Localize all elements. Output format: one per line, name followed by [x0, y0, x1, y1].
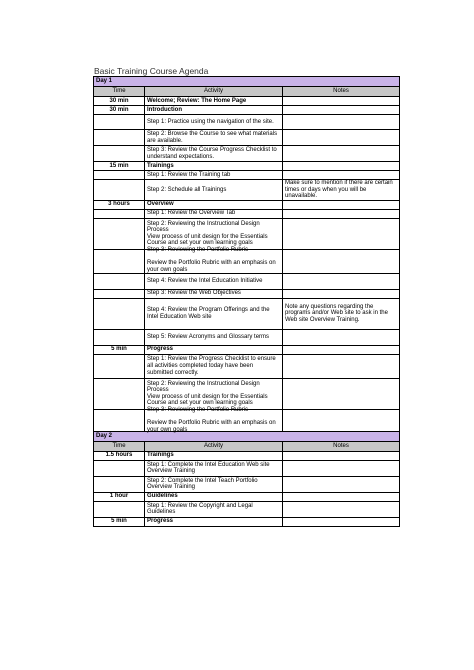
- table-row: [94, 492, 400, 501]
- time-cell: 30 min: [94, 106, 145, 115]
- notes-cell: [283, 345, 400, 354]
- activity-cell: [145, 329, 283, 345]
- header-time: Time: [94, 87, 145, 97]
- activity-cell: [145, 246, 283, 273]
- activity-text: Step 4: Review the Program Offerings and the Intel Education Web site: [147, 307, 270, 320]
- table-row: [94, 106, 400, 115]
- day-row: [94, 431, 400, 441]
- activity-cell: [145, 354, 283, 378]
- activity-text: Step 2: Reviewing the Instructional Design Process View process of unit design for the Essentials Course and set your own learning goals: [147, 220, 268, 247]
- activity-text: Step 1: Review the Training tab: [147, 171, 231, 178]
- activity-text: Step 2: Browse the Course to see what materials are available.: [147, 130, 278, 144]
- activity-text: Welcome; Review: The Home Page: [147, 97, 247, 104]
- activity-text: Step 1: Review the Copyright and Legal Guidelines: [147, 502, 253, 516]
- activity-text: Step 3: Review the Course Progress Checklist to understand expectations.: [147, 146, 277, 160]
- notes-cell: [283, 501, 400, 517]
- notes-cell: Make sure to mention if there are certain times or days when you will be unavailable.: [283, 180, 400, 201]
- notes-cell: [283, 200, 400, 209]
- table-row: [94, 329, 400, 345]
- activity-cell: [145, 171, 283, 180]
- activity-text: Step 2: Schedule all Trainings: [147, 186, 227, 193]
- activity-text: Step 3: Review the Web Objectives: [147, 290, 241, 297]
- table-row: [94, 180, 400, 201]
- activity-text: Progress: [147, 346, 174, 353]
- activity-cell: [145, 218, 283, 249]
- notes-cell: [283, 130, 400, 146]
- time-cell: 5 min: [94, 345, 145, 354]
- notes-cell: [283, 492, 400, 501]
- activity-cell: [145, 476, 283, 492]
- time-cell: [94, 289, 145, 298]
- time-cell: [94, 249, 145, 273]
- time-cell: [94, 218, 145, 249]
- notes-cell: [283, 209, 400, 218]
- table-row: [94, 97, 400, 106]
- activity-cell: [145, 345, 283, 354]
- activity-cell: [145, 378, 283, 409]
- time-cell: 1.5 hours: [94, 451, 145, 460]
- notes-cell: [283, 115, 400, 130]
- notes-cell: [283, 289, 400, 298]
- notes-cell: [283, 97, 400, 106]
- time-cell: [94, 180, 145, 201]
- activity-text: Step 1: Practice using the navigation of the site.: [147, 118, 274, 125]
- time-cell: [94, 460, 145, 476]
- table-row: [94, 115, 400, 130]
- agenda-table: [93, 76, 400, 527]
- notes-cell: [283, 354, 400, 378]
- table-row: [94, 298, 400, 329]
- activity-text: Guidelines: [147, 493, 178, 500]
- table-row: [94, 218, 400, 249]
- table-row: [94, 451, 400, 460]
- activity-cell: [145, 273, 283, 289]
- day-label: Day 1: [94, 77, 400, 87]
- day-row: [94, 77, 400, 87]
- activity-cell: [145, 460, 283, 476]
- notes-cell: [283, 378, 400, 409]
- notes-cell: [283, 171, 400, 180]
- table-row: [94, 409, 400, 431]
- activity-cell: [145, 146, 283, 162]
- activity-cell: [145, 200, 283, 209]
- time-cell: 5 min: [94, 517, 145, 526]
- time-cell: [94, 115, 145, 130]
- table-row: [94, 460, 400, 476]
- time-cell: 3 hours: [94, 200, 145, 209]
- activity-text: Overview: [147, 201, 174, 208]
- header-notes: Notes: [283, 441, 400, 451]
- time-cell: [94, 329, 145, 345]
- activity-text: Step 3: Reviewing the Portfolio Rubric Review the Portfolio Rubric with an emphasis on your own goals: [147, 406, 276, 433]
- notes-cell: [283, 451, 400, 460]
- activity-text: Introduction: [147, 106, 182, 113]
- header-activity: Activity: [145, 441, 283, 451]
- notes-cell: [283, 249, 400, 273]
- document-title: Basic Training Course Agenda: [94, 66, 209, 76]
- activity-cell: [145, 180, 283, 201]
- table-row: [94, 517, 400, 526]
- notes-cell: [283, 409, 400, 431]
- notes-cell: [283, 218, 400, 249]
- table-row: [94, 378, 400, 409]
- activity-text: Step 1: Review the Progress Checklist to ensure all activities completed today have been submitted correctly.: [147, 356, 276, 376]
- table-row: [94, 249, 400, 273]
- activity-cell: [145, 115, 283, 130]
- table-row: [94, 130, 400, 146]
- activity-text: Step 1: Complete the Intel Education Web site Overview Training: [147, 461, 270, 475]
- time-cell: [94, 273, 145, 289]
- time-cell: [94, 354, 145, 378]
- time-cell: 15 min: [94, 162, 145, 171]
- notes-cell: [283, 517, 400, 526]
- notes-cell: [283, 460, 400, 476]
- activity-text: Step 3: Reviewing the Portfolio Rubric Review the Portfolio Rubric with an emphasis on your own goals: [147, 246, 276, 273]
- table-row: [94, 162, 400, 171]
- activity-cell: [145, 289, 283, 298]
- header-time: Time: [94, 441, 145, 451]
- header-row: [94, 87, 400, 97]
- table-row: [94, 501, 400, 517]
- notes-cell: [283, 273, 400, 289]
- time-cell: 1 hour: [94, 492, 145, 501]
- table-row: [94, 289, 400, 298]
- activity-cell: [145, 298, 283, 329]
- time-cell: [94, 476, 145, 492]
- notes-cell: [283, 106, 400, 115]
- activity-cell: [145, 97, 283, 106]
- activity-cell: [145, 517, 283, 526]
- activity-text: Step 1: Review the Overview Tab: [147, 210, 236, 217]
- table-row: [94, 273, 400, 289]
- time-cell: [94, 298, 145, 329]
- activity-cell: [145, 162, 283, 171]
- day-label: Day 2: [94, 431, 400, 441]
- activity-cell: [145, 451, 283, 460]
- activity-cell: [145, 130, 283, 146]
- time-cell: [94, 209, 145, 218]
- table-row: [94, 171, 400, 180]
- table-row: [94, 200, 400, 209]
- table-row: [94, 345, 400, 354]
- activity-text: Step 4: Review the Intel Education Initiative: [147, 277, 263, 284]
- time-cell: [94, 146, 145, 162]
- notes-cell: [283, 146, 400, 162]
- header-notes: Notes: [283, 87, 400, 97]
- time-cell: [94, 171, 145, 180]
- time-cell: [94, 501, 145, 517]
- activity-text: Trainings: [147, 162, 174, 169]
- table-row: [94, 476, 400, 492]
- activity-text: Step 5: Review Acronyms and Glossary terms: [147, 333, 270, 340]
- time-cell: [94, 130, 145, 146]
- activity-text: Step 2: Complete the Intel Teach Portfolio Overview Training: [147, 477, 258, 491]
- time-cell: 30 min: [94, 97, 145, 106]
- time-cell: [94, 378, 145, 409]
- activity-text: Progress: [147, 518, 174, 525]
- activity-text: Step 2: Reviewing the Instructional Design Process View process of unit design for the Essentials Course and set your own learning goals: [147, 380, 268, 407]
- activity-cell: [145, 501, 283, 517]
- activity-cell: [145, 492, 283, 501]
- time-cell: [94, 409, 145, 431]
- notes-cell: [283, 162, 400, 171]
- table-row: [94, 146, 400, 162]
- activity-cell: [145, 406, 283, 433]
- notes-cell: Note any questions regarding the programs and/or Web site to ask in the Web site Overview Training.: [283, 298, 400, 329]
- notes-cell: [283, 329, 400, 345]
- activity-cell: [145, 209, 283, 218]
- activity-cell: [145, 106, 283, 115]
- notes-cell: [283, 476, 400, 492]
- header-row: [94, 441, 400, 451]
- activity-text: Trainings: [147, 452, 174, 459]
- table-row: [94, 209, 400, 218]
- header-activity: Activity: [145, 87, 283, 97]
- table-row: [94, 354, 400, 378]
